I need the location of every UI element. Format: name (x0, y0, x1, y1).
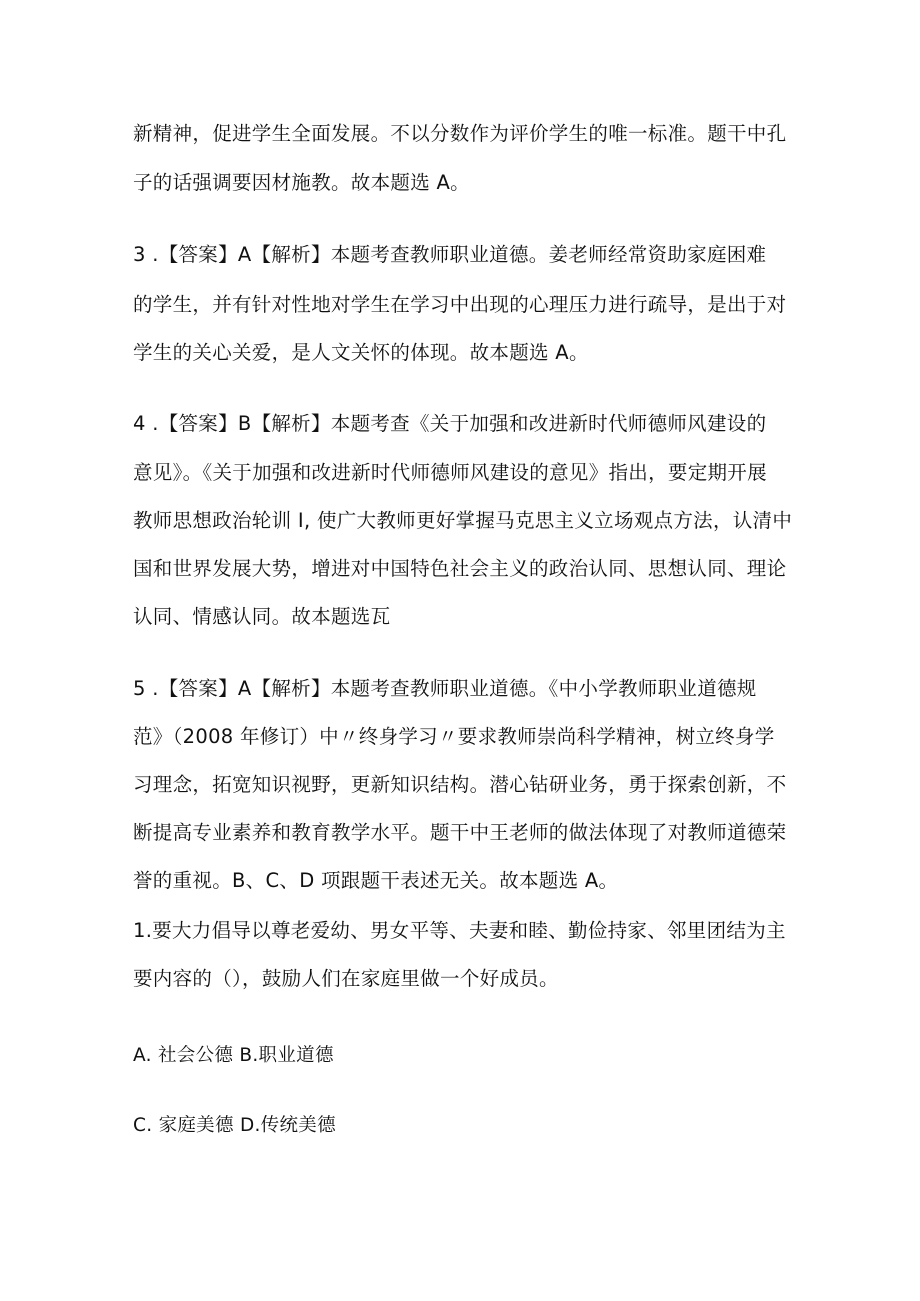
text-line: 断提高专业素养和教育教学水平。题干中王老师的做法体现了对教师道德荣 (133, 821, 787, 844)
option-line-ab: A. 社会公德 B.职业道德 (133, 1045, 334, 1066)
question-1-line: 1.要大力倡导以尊老爱幼、男女平等、夫妻和睦、勤俭持家、邻里团结为主 (133, 919, 786, 942)
text-line: 国和世界发展大势，增进对中国特色社会主义的政治认同、思想认同、理论 (133, 557, 787, 580)
text-line: 范》（2008 年修订）中〃终身学习〃要求教师崇尚科学精神，树立终身学 (133, 725, 775, 748)
text-line: 意见》。《关于加强和改进新时代师德师风建设的意见》指出，要定期开展 (133, 461, 767, 484)
text-line: 子的话强调要因材施教。故本题选 A。 (133, 171, 470, 194)
answer-4-line: 4 .【答案】B【解析】本题考查《关于加强和改进新时代师德师风建设的 (133, 412, 767, 435)
text-line: 的学生，并有针对性地对学生在学习中出现的心理压力进行疏导，是出于对 (133, 293, 787, 316)
answer-5-line: 5 .【答案】A【解析】本题考查教师职业道德。《中小学教师职业道德规 (133, 677, 757, 700)
answer-3-line: 3 .【答案】A【解析】本题考查教师职业道德。姜老师经常资助家庭困难 (133, 243, 767, 266)
text-line: 新精神，促进学生全面发展。不以分数作为评价学生的唯一标准。题干中孔 (133, 122, 787, 145)
option-line-cd: C. 家庭美德 D.传统美德 (133, 1115, 336, 1136)
text-line: 要内容的（），鼓励人们在家庭里做一个好成员。 (133, 967, 559, 990)
text-line: 习理念，拓宽知识视野，更新知识结构。潜心钻研业务，勇于探索创新，不 (133, 773, 787, 796)
text-line: 誉的重视。B、C、D 项跟题干表述无关。故本题选 A。 (133, 869, 619, 892)
text-line: 认同、情感认同。故本题选瓦 (133, 605, 391, 628)
text-line: 教师思想政治轮训 I, 使广大教师更好掌握马克思主义立场观点方法，认清中 (133, 509, 793, 532)
text-line: 学生的关心关爱，是人文关怀的体现。故本题选 A。 (133, 341, 589, 364)
